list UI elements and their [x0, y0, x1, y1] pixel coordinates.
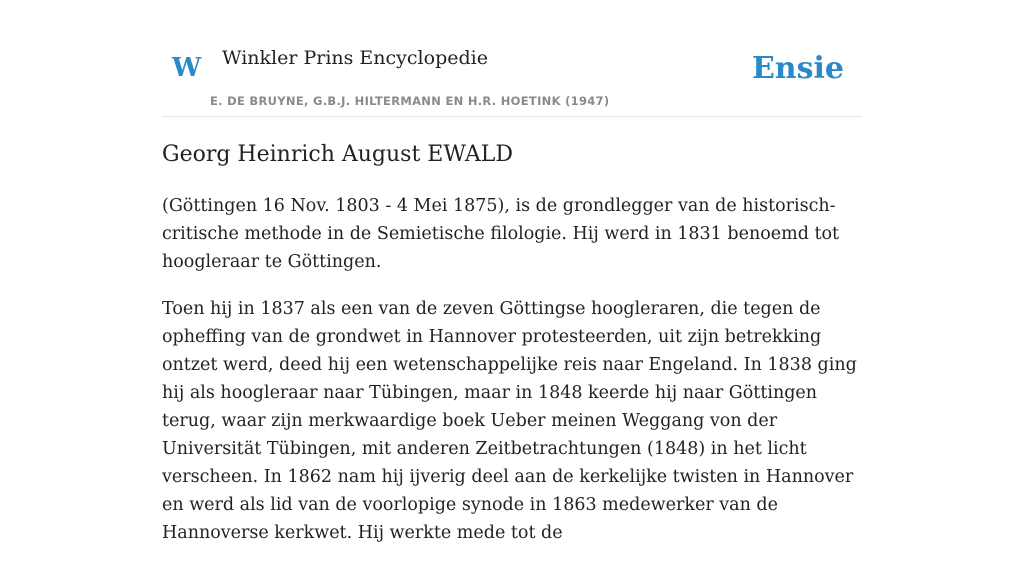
source-logo-icon: W: [172, 53, 202, 83]
source-header: [162, 0, 862, 117]
source-authors: E. DE BRUYNE, G.B.J. HILTERMANN EN H.R. HOETINK (1947): [210, 94, 610, 108]
article-paragraph: Toen hij in 1837 als een van de zeven Göttingse hoogleraren, die tegen de opheffing van de grondwet in Hannover protesteerden, uit zijn betrekking ontzet werd, deed hij een wetenschappelijke reis naar Engeland. In 1838 ging hij als hoogleraar naar Tübingen, maar in 1848 keerde hij naar Göttingen terug, waar zijn merkwaardige boek Ueber meinen Weggang von der Universität Tübingen, mit anderen Zeitbetrachtungen (1848) in het licht verscheen. In 1862 nam hij ijverig deel aan de kerkelijke twisten in Hannover en werd als lid van de voorlopige synode in 1863 medewerker van de Hannoverse kerkwet. Hij werkte mede tot de: [162, 299, 857, 543]
article-paragraph: (Göttingen 16 Nov. 1803 - 4 Mei 1875), is de grondlegger van de historisch-critische methode in de Semietische filologie. Hij werd in 1831 benoemd tot hoogleraar te Göttingen.: [162, 196, 840, 272]
article-title: Georg Heinrich August EWALD: [162, 142, 514, 167]
source-title[interactable]: Winkler Prins Encyclopedie: [222, 47, 488, 69]
brand-logo[interactable]: Ensie: [751, 51, 844, 86]
article-page: [162, 0, 862, 543]
article-body: [162, 192, 862, 566]
